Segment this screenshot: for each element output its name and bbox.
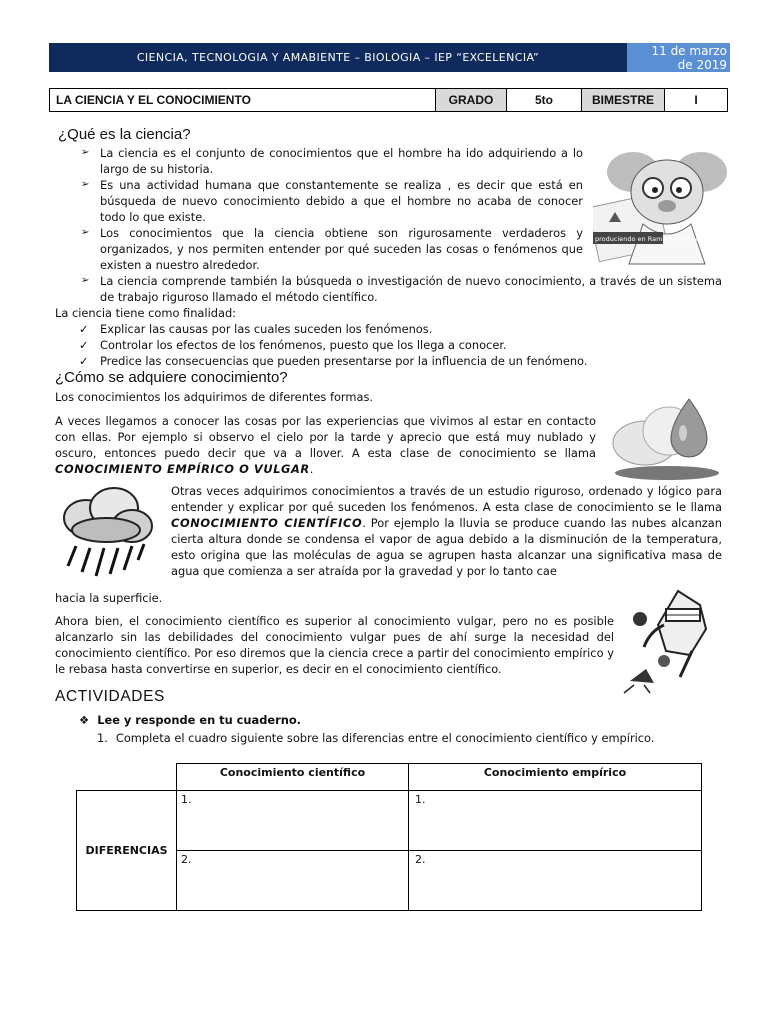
arrow-bullet-icon: ➢: [81, 178, 90, 190]
arrow-bullet-icon: ➢: [81, 147, 90, 158]
title-table: [49, 88, 728, 112]
section-heading-que-es-ciencia: ¿Qué es la ciencia?: [58, 126, 191, 143]
activity-item-1: 1. Completa el cuadro siguiente sobre las diferencias entre el conocimiento científico y empírico.: [97, 731, 655, 745]
date-line-1: 11 de marzo: [651, 44, 727, 58]
header-banner: [49, 43, 627, 72]
cientifico-paragraph-tail: hacia la superficie.: [55, 591, 163, 605]
list-item: ✓ Predice las consecuencias que pueden presentarse por la influencia de un fenómeno.: [79, 353, 588, 368]
answer-cell-cientifico-1[interactable]: 1.: [176, 790, 409, 851]
term-cientifico: CONOCIMIENTO CIENTÍFICO: [171, 515, 363, 530]
checkmark-icon: ✓: [79, 337, 89, 352]
image-watermark: produciendo en Rama photobucket: [595, 235, 710, 243]
checkmark-icon: ✓: [79, 322, 89, 336]
finalidad-intro: La ciencia tiene como finalidad:: [55, 306, 237, 320]
row-label-diferencias: DIFERENCIAS: [76, 790, 177, 911]
list-item: ✓ Controlar los efectos de los fenómenos, puesto que los llega a conocer.: [79, 337, 507, 352]
col-header-empirico: Conocimiento empírico: [408, 763, 702, 791]
list-item: ➢ La ciencia es el conjunto de conocimientos que el hombre ha ido adquiriendo a lo largo de su historia.: [81, 146, 583, 176]
bimestre-value: I: [665, 89, 728, 112]
date-box: [627, 43, 730, 72]
list-item: ➢ Es una actividad humana que constantemente se realiza , es decir que está en búsqueda de nuevo conocimiento debido a que el hombre no acaba de conocer todo lo que existe.: [81, 177, 583, 224]
answer-cell-cientifico-2[interactable]: 2.: [176, 850, 409, 911]
answer-cell-empirico-1[interactable]: 1.: [408, 790, 702, 851]
finalidad-check-list: [55, 322, 695, 370]
term-empirico: CONOCIMIENTO EMPÍRICO O VULGAR: [55, 461, 310, 476]
empirico-paragraph: A veces llegamos a conocer las cosas por las experiencias que vivimos al estar en contacto con ellas. Por ejemplo si observo el cielo por la tarde y aprecio que está muy nublado y oscuro, entonces puedo decir que va a llover. A esta clase de conocimiento se llama CONOCIMIENTO EMPÍRICO O VULGAR.: [55, 414, 596, 476]
section-heading-como-adquiere: ¿Cómo se adquiere conocimiento?: [55, 369, 288, 386]
list-item: ➢ La ciencia comprende también la búsqueda o investigación de nuevo conocimiento, a través de un sistema de trabajo riguroso llamado el método científico.: [81, 274, 722, 304]
ciencia-bullet-list-wide: [55, 274, 722, 306]
cloud-drop-image: [607, 393, 733, 483]
ciencia-bullet-list: [55, 146, 583, 274]
list-item: ➢ Los conocimientos que la ciencia obtiene son rigurosamente verdaderos y organizados, y nos permiten entender por qué suceden las cosas o fenómenos que existen a nuestro alrededor.: [81, 225, 583, 272]
scientist-cartoon-image: [593, 140, 738, 265]
arrow-bullet-icon: ➢: [81, 275, 90, 286]
col-header-cientifico: Conocimiento científico: [176, 763, 409, 791]
list-item: ✓ Explicar las causas por las cuales suceden los fenómenos.: [79, 322, 433, 336]
grado-label: GRADO: [436, 89, 507, 112]
answer-cell-empirico-2[interactable]: 2.: [408, 850, 702, 911]
grado-value: 5to: [507, 89, 582, 112]
arrow-bullet-icon: ➢: [81, 226, 90, 238]
boy-scientist-cartoon-image: [620, 585, 730, 695]
bimestre-label: BIMESTRE: [582, 89, 665, 112]
activity-instruction: ❖ Lee y responde en tu cuaderno.: [79, 713, 301, 727]
rain-cloud-image: [56, 486, 156, 586]
date-line-2: de 2019: [677, 58, 727, 72]
subject-title: CIENCIA, TECNOLOGIA Y AMABIENTE – BIOLOGIA – IEP “EXCELENCIA”: [136, 50, 540, 64]
diamond-bullet-icon: ❖: [79, 713, 90, 727]
conclusion-paragraph: Ahora bien, el conocimiento científico es superior al conocimiento vulgar, pero no es posible alcanzarlo sin las debilidades del conocimiento vulgar pues de ahí surge la necesidad del conocimiento científico. Por eso diremos que la ciencia crece a partir del conocimiento empírico y le rebasa hasta convertirse en superior, es decir en el conocimiento científico.: [55, 614, 614, 676]
topic-cell: LA CIENCIA Y EL CONOCIMIENTO: [50, 89, 436, 112]
adquiere-intro: Los conocimientos los adquirimos de diferentes formas.: [55, 390, 374, 404]
activities-heading: ACTIVIDADES: [55, 688, 165, 705]
cientifico-paragraph: Otras veces adquirimos conocimientos a través de un estudio riguroso, ordenado y lógico para entender y explicar por qué suceden los fenómenos. A esta clase de conocimiento se le llama CONOCIMIENTO CIENTÍFICO. Por ejemplo la lluvia se produce cuando las nubes alcanzan cierta altura donde se condensa el vapor de agua debido a la disminución de la temperatura, esto origina que las moléculas de agua se agrupen hasta alcanzar una significativa masa de agua que comienza a ser atraída por la gravedad y por lo tanto cae: [171, 484, 722, 578]
checkmark-icon: ✓: [79, 353, 89, 368]
